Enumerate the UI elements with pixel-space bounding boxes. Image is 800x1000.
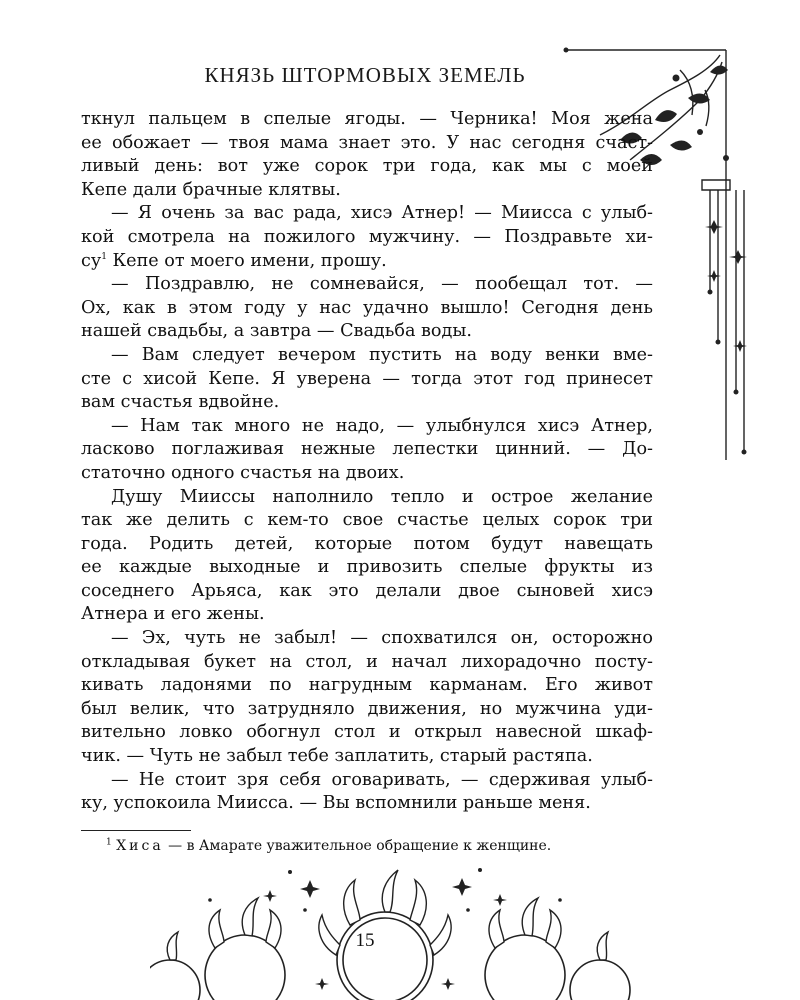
text-line: статочно одного счастья на двоих. <box>81 462 405 483</box>
footnote-marker: 1 <box>101 251 107 262</box>
text-line: откладывая букет на стол, и начал лихорадочно посту- <box>81 651 653 672</box>
text-line: — Не стоит зря себя оговаривать, — сдерживая улыб- <box>111 769 653 790</box>
text-line: кивать ладонями по нагрудным карманам. Его живот <box>81 675 653 696</box>
page-number: 15 <box>355 930 375 951</box>
footnote <box>106 838 666 854</box>
text-line: был велик, что затрудняло движения, но мужчина уди- <box>81 698 653 719</box>
text-line: ее каждые выходные и привозить спелые фрукты из <box>81 557 653 578</box>
text-fragment: Кепе от моего имени, прошу. <box>106 250 387 271</box>
text-line: Душу Мииссы наполнило тепло и острое желание <box>111 486 653 507</box>
text-line: — Я очень за вас рада, хисэ Атнер! — Миисса с улыб- <box>111 203 653 224</box>
footnote-text: — в Амарате уважительное обращение к женщине. <box>163 838 552 854</box>
sun-moon-ornament-icon <box>150 860 650 1000</box>
text-line: нашей свадьбы, а завтра — Свадьба воды. <box>81 321 472 342</box>
text-line: так же делить с кем-то свое счастье целых сорок три <box>81 510 653 531</box>
body-text <box>81 108 653 816</box>
text-line: сте с хисой Кепе. Я уверена — тогда этот год принесет <box>81 368 653 389</box>
footnote-term: Хиса <box>116 838 164 854</box>
text-line-with-footnote <box>81 250 653 274</box>
text-line: чик. — Чуть не забыл тебе заплатить, старый растяпа. <box>81 746 593 767</box>
text-line: ткнул пальцем в спелые ягоды. — Черника! Моя жена <box>81 109 653 129</box>
footnote-rule <box>81 830 191 831</box>
text-line: — Нам так много не надо, — улыбнулся хисэ Атнер, <box>111 415 653 436</box>
text-line: Атнера и его жены. <box>81 604 265 625</box>
text-fragment: су <box>81 250 102 271</box>
text-line: Ох, как в этом году у нас удачно вышло! Сегодня день <box>81 297 653 318</box>
text-line: вительно ловко обогнул стол и открыл навесной шкаф- <box>81 722 653 743</box>
text-line: — Вам следует вечером пустить на воду венки вме- <box>111 344 653 365</box>
text-line: кой смотрела на пожилого мужчину. — Поздравьте хи- <box>81 226 653 247</box>
footnote-number: 1 <box>106 837 112 848</box>
running-head: КНЯЗЬ ШТОРМОВЫХ ЗЕМЕЛЬ <box>204 63 526 87</box>
text-line: года. Родить детей, которые потом будут навещать <box>81 533 653 554</box>
text-line: — Поздравлю, не сомневайся, — пообещал тот. — <box>111 274 653 295</box>
text-line: ее обожает — твоя мама знает это. У нас сегодня счаст- <box>81 132 653 153</box>
text-line: вам счастья вдвойне. <box>81 392 280 413</box>
text-line: ливый день: вот уже сорок три года, как мы с моей <box>81 156 653 177</box>
text-line: ку, успокоила Миисса. — Вы вспомнили раньше меня. <box>81 793 591 814</box>
text-line: Кепе дали брачные клятвы. <box>81 179 341 200</box>
text-line: — Эх, чуть не забыл! — спохватился он, осторожно <box>111 628 653 649</box>
text-line: ласково поглаживая нежные лепестки цинний. — До- <box>81 439 653 460</box>
text-line: соседнего Арьяса, как это делали двое сыновей хисэ <box>81 580 653 601</box>
